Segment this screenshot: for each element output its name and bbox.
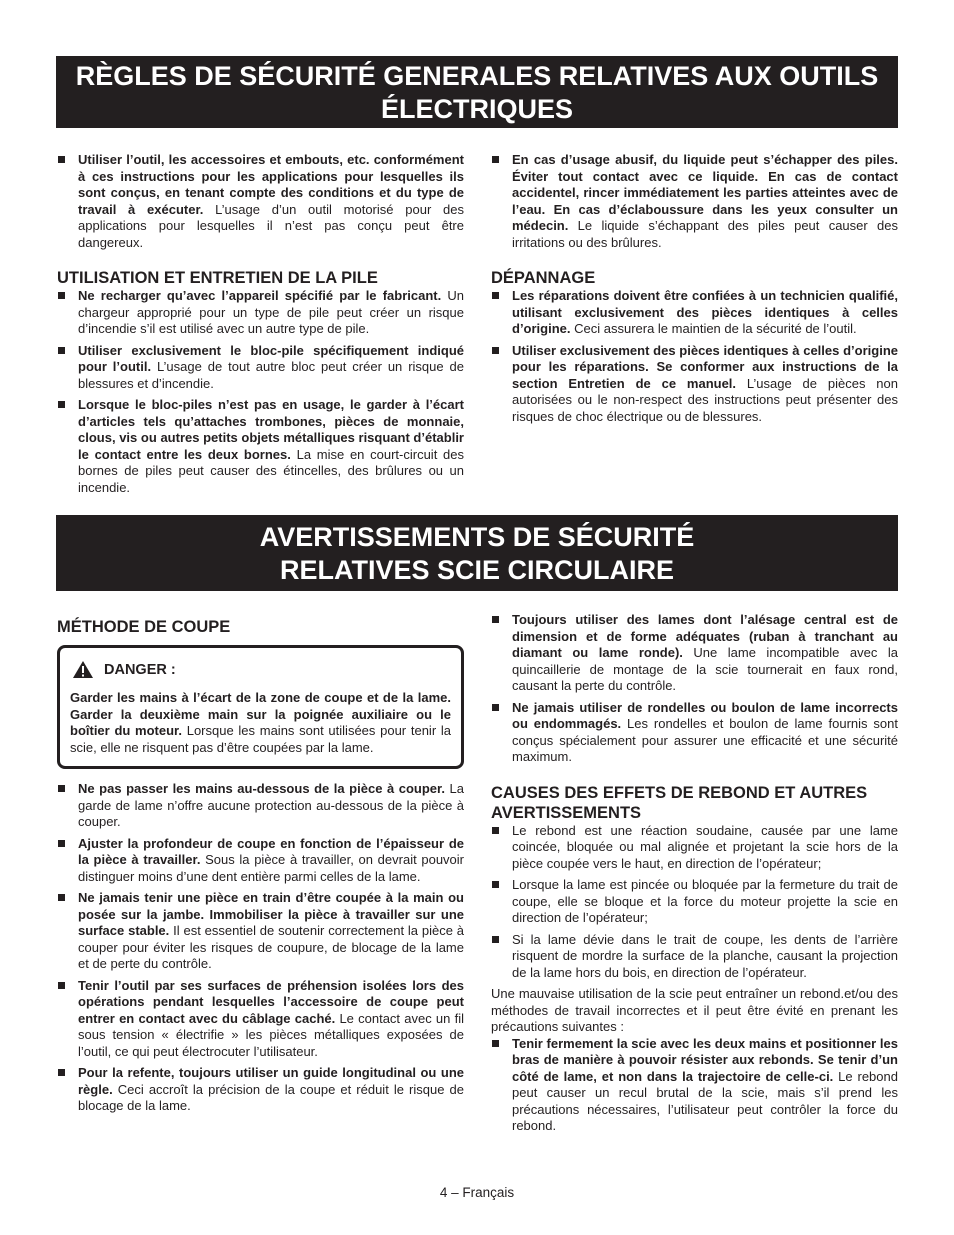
list-item	[491, 612, 898, 695]
item-bold-text: En cas d’usage abusif, du liquide peut s’échapper des piles. Éviter tout contact avec ce liquide. En cas de contact accidentel, rincer immédiatement les parties atteintes avec de l’eau. En cas d’éclaboussure dans les yeux consulter un médecin.	[512, 152, 898, 233]
item-text: Lorsque la lame est pincée ou bloquée par la fermeture du trait de coupe, elle se bloque et la force du moteur projette la scie en direction de l’opérateur;	[512, 877, 898, 925]
section-title-line1: AVERTISSEMENTS DE SÉCURITÉ	[259, 522, 695, 552]
list-item	[57, 781, 464, 831]
item-bold-text: Ne jamais utiliser de rondelles ou boulon de lame incorrects ou endommagés.	[512, 699, 898, 731]
danger-body-text: Lorsque les mains sont utilisées pour tenir la scie, elle ne risquent pas d’être coupées par la lame.	[70, 723, 451, 755]
kickback-heading: CAUSES DES EFFETS DE REBOND ET AUTRES AVERTISSEMENTS	[491, 783, 868, 822]
item-text: Ceci accroît la précision de la coupe et réduit le risque de blocage de la lame.	[78, 1081, 464, 1113]
kickback-paragraph: Une mauvaise utilisation de la scie peut entraîner un rebond.et/ou des méthodes de travail incorrectes et il peut être évité en prenant les précautions suivantes :	[491, 986, 898, 1034]
section-title-line2: RELATIVES SCIE CIRCULAIRE	[279, 555, 675, 585]
list-item	[57, 890, 464, 973]
warning-triangle-icon	[72, 660, 94, 679]
list-item	[57, 288, 464, 338]
item-bold-text: Ne pas passer les mains au-dessous de la pièce à couper.	[78, 781, 445, 796]
item-text: La mise en court-circuit des bornes de piles peut causer des étincelles, des brûlures ou un incendie.	[78, 446, 464, 495]
danger-box	[57, 645, 464, 769]
intro-list	[57, 152, 464, 251]
item-bold-text: Utiliser exclusivement le bloc-pile spécifiquement indiqué pour l’outil.	[78, 342, 464, 374]
item-text: Si la lame dévie dans le trait de coupe, les dents de l’arrière risquent de mordre la surface de la planche, causant la projection de la lame hors du bois, en direction de l’opérateur.	[512, 931, 898, 980]
item-bold-text: Lorsque le bloc-piles n’est pas en usage, le garder à l’écart d’articles tels qu’attaches trombones, pièces de monnaie, clous, vis ou autres petits objets métalliques risquant d’établir le contact entre les deux bornes.	[78, 397, 464, 462]
danger-text	[70, 690, 451, 756]
item-text: La garde de lame n’offre aucune protection au-dessous de la pièce à couper.	[78, 781, 464, 829]
section-title-general-safety	[56, 56, 898, 128]
item-text: Le liquide s’échappant des piles peut causer des irritations ou des brûlures.	[512, 218, 898, 250]
section-title-line1: RÈGLES DE SÉCURITÉ GENERALES RELATIVES AUX OUTILS	[75, 61, 879, 91]
general-left-column	[57, 152, 464, 501]
saw-left-column	[57, 617, 464, 1120]
item-text: Les rondelles et boulon de lame fournis sont conçus spécialement pour assurer une efficacité et une sécurité maximum.	[512, 716, 898, 764]
item-text: L’usage de tout autre bloc peut créer un risque de blessures et d’incendie.	[78, 359, 464, 391]
list-item	[57, 1065, 464, 1115]
list-item	[57, 397, 464, 496]
list-item	[57, 343, 464, 393]
item-bold-text: Pour la refente, toujours utiliser un guide longitudinal ou une règle.	[78, 1065, 464, 1097]
danger-bold-text: Garder les mains à l’écart de la zone de coupe et de la lame. Garder la deuxième main sur la poignée auxiliaire ou le boîtier du moteur.	[70, 690, 451, 738]
item-text: Sous la pièce à travailler, on devrait pouvoir distinguer moins d’une dent entière parmi celles de la lame.	[78, 852, 465, 884]
section-title-circular-saw	[56, 515, 898, 591]
item-bold-text: Ne jamais tenir une pièce en train d’être coupée à la main ou posée sur la jambe. Immobiliser la pièce à travailler sur une surface stable.	[78, 890, 464, 938]
item-text: Il est essentiel de soutenir correctement la pièce à couper pour éviter les risques de coupure, de blocage de la lame et de perte du contrôle.	[78, 923, 465, 971]
battery-leak-list	[491, 152, 898, 251]
item-text: Ceci assurera le maintien de la sécurité de l’outil.	[570, 321, 857, 336]
item-bold-text: Tenir fermement la scie avec les deux mains et positionner les bras de manière à pouvoir résister aux rebonds. Se tenir d’un côté de lame, et non dans la trajectoire de celle-ci.	[512, 1035, 898, 1084]
item-text: Le rebond est une réaction soudaine, causée par une lame coincée, bloquée ou mal alignée et projetant la scie hors de la pièce coupée vers le haut, en direction de l’opérateur;	[512, 822, 898, 871]
item-text: Le rebond peut causer un recul brutal de la scie, mais s’il prend les précautions nécessaires, l’utilisateur peut contrôler la force du rebond.	[512, 1068, 898, 1133]
list-item	[57, 978, 464, 1061]
cutting-list	[57, 781, 464, 1115]
list-item	[491, 877, 898, 927]
service-heading: DÉPANNAGE	[491, 269, 596, 287]
saw-right-column	[491, 612, 898, 1140]
page-number: 4 – Français	[439, 1185, 515, 1200]
list-item	[491, 700, 898, 766]
blade-list	[491, 612, 898, 766]
item-bold-text: Tenir l’outil par ses surfaces de préhension isolées lors des opérations pendant lesquelles l’accessoire de coupe peut entrer en contact avec du câblage caché.	[78, 977, 464, 1026]
item-bold-text: Les réparations doivent être confiées à un technicien qualifié, utilisant exclusivement des pièces identiques à celles d’origine.	[512, 288, 898, 336]
list-item	[57, 836, 464, 886]
item-bold-text: Utiliser l’outil, les accessoires et embouts, etc. conformément à ces instructions pour les applications pour lesquelles ils sont conçus, en tenant compte des conditions et du type de travail à exécuter.	[78, 152, 464, 217]
battery-heading: UTILISATION ET ENTRETIEN DE LA PILE	[57, 269, 378, 287]
kickback-list	[491, 823, 898, 982]
item-bold-text: Utiliser exclusivement des pièces identiques à celles d’origine pour les réparations. Se conformer aux instructions de la section Entretien de ce manuel.	[512, 342, 898, 391]
general-right-column	[491, 152, 898, 430]
section-title-line2: ÉLECTRIQUES	[380, 94, 574, 124]
service-list	[491, 288, 898, 425]
item-text: Un chargeur approprié pour un type de pile peut créer un risque d’incendie s’il est utilisé avec un autre type de pile.	[78, 288, 464, 336]
list-item	[491, 823, 898, 873]
cutting-heading: MÉTHODE DE COUPE	[57, 618, 231, 636]
list-item	[491, 152, 898, 251]
danger-header	[70, 660, 451, 679]
list-item	[491, 288, 898, 338]
item-bold-text: Ajuster la profondeur de coupe en fonction de l’épaisseur de la pièce à travailler.	[78, 835, 464, 867]
item-text: Une lame incompatible avec la quincaillerie de montage de la scie tournerait en faux rond, causant la perte du contrôle.	[512, 645, 898, 693]
item-text: L’usage de pièces non autorisées ou le non-respect des instructions peut présenter des risques de choc électrique ou de blessures.	[512, 375, 898, 424]
list-item	[491, 343, 898, 426]
item-bold-text: Ne recharger qu’avec l’appareil spécifié par le fabricant.	[78, 288, 442, 303]
item-text: Le contact avec un fil sous tension « électrifie » les pièces métalliques exposées de l’outil, ce qui peut électrocuter l’utilisateur.	[78, 1010, 464, 1059]
battery-list	[57, 288, 464, 496]
list-item	[57, 152, 464, 251]
list-item	[491, 1036, 898, 1135]
item-bold-text: Toujours utiliser des lames dont l’alésage central est de dimension et de forme adéquates (ruban à tranchant au diamant ou lame ronde).	[512, 612, 898, 660]
item-text: L’usage d’un outil motorisé pour des applications pour lesquelles il n’est pas conçu peut être dangereux.	[78, 201, 464, 250]
danger-label: DANGER :	[104, 661, 176, 678]
list-item	[491, 932, 898, 982]
kickback-final-list	[491, 1036, 898, 1135]
